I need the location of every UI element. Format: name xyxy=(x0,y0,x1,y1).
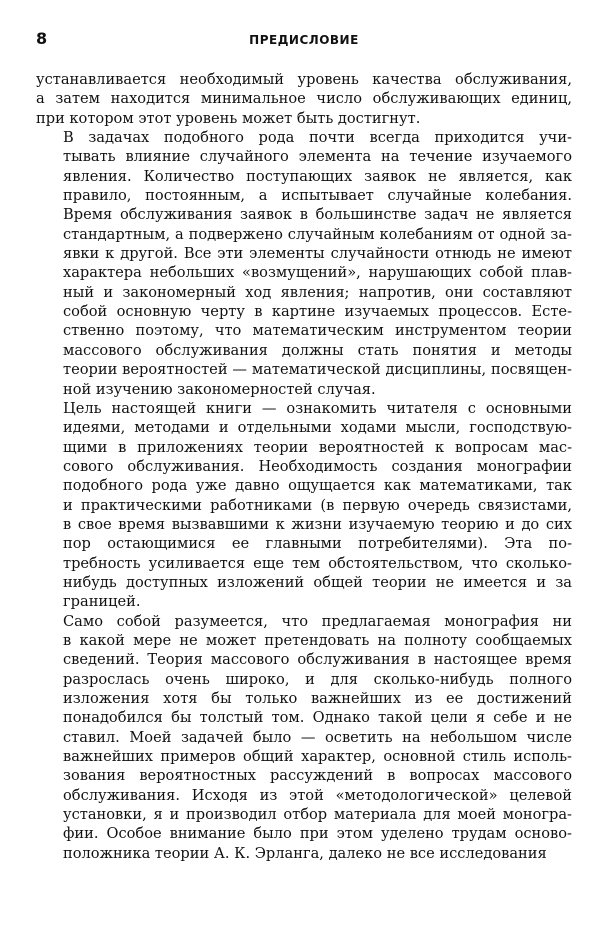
text-line: стандартным, а подвержено случайным колебаниям от одной за- xyxy=(63,225,572,243)
text-line: сведений. Теория массового обслуживания в настоящее время xyxy=(63,651,572,669)
text-line: понадобился бы толстый том. Однако такой цели я себе и не xyxy=(63,709,572,727)
text-line: идеями, методами и отдельными ходами мысли, господствую- xyxy=(63,419,572,437)
book-page xyxy=(36,28,572,863)
text-line: а затем находится минимальное число обслуживающих единиц, xyxy=(36,90,572,108)
text-line: подобного рода уже давно ощущается как математиками, так xyxy=(63,477,572,495)
text-line: ставил. Моей задачей было — осветить на небольшом числе xyxy=(63,728,572,746)
text-line: пор остающимися ее главными потребителями). Эта по- xyxy=(63,535,572,553)
text-line: характера небольших «возмущений», нарушающих собой плав- xyxy=(63,264,572,282)
text-line: в какой мере не может претендовать на полноту сообщаемых xyxy=(63,631,572,649)
text-line: правило, постоянным, а испытывает случайные колебания. xyxy=(63,187,572,205)
paragraph xyxy=(36,399,572,612)
text-line: установки, я и производил отбор материала для моей моногра- xyxy=(63,806,572,824)
paragraph xyxy=(36,612,572,863)
text-line: сового обслуживания. Необходимость создания монографии xyxy=(63,457,572,475)
page-number: 8 xyxy=(36,29,48,48)
page-header xyxy=(36,28,572,58)
paragraph xyxy=(36,70,572,128)
text-line: при котором этот уровень может быть достигнут. xyxy=(36,109,421,127)
text-line: положника теории А. К. Эрланга, далеко не все исследования xyxy=(63,844,547,862)
text-line: зования вероятностных рассуждений в вопросах массового xyxy=(63,767,572,785)
text-line: и практическими работниками (в первую очередь связистами, xyxy=(63,496,572,514)
text-line: ный и закономерный ход явления; напротив, они составляют xyxy=(63,283,572,301)
text-line: важнейших примеров общий характер, основной стиль исполь- xyxy=(63,748,572,766)
text-line: фии. Особое внимание было при этом уделено трудам осново- xyxy=(63,825,572,843)
text-line: в свое время вызвавшими к жизни изучаемую теорию и до сих xyxy=(63,515,572,533)
text-line: ной изучению закономерностей случая. xyxy=(63,380,376,398)
text-line: разрослась очень широко, и для сколько-нибудь полного xyxy=(63,670,572,688)
text-line: В задачах подобного рода почти всегда приходится учи- xyxy=(63,129,572,147)
text-line: массового обслуживания должны стать понятия и методы xyxy=(63,341,572,359)
running-head: ПРЕДИСЛОВИЕ xyxy=(249,33,359,47)
text-line: явления. Количество поступающих заявок не является, как xyxy=(63,167,572,185)
text-line: требность усиливается еще тем обстоятельством, что сколько- xyxy=(63,554,572,572)
text-line: щими в приложениях теории вероятностей к вопросам мас- xyxy=(63,438,572,456)
body-text xyxy=(36,70,572,863)
paragraph xyxy=(36,128,572,399)
text-line: нибудь доступных изложений общей теории не имеется и за xyxy=(63,573,572,591)
text-line: Время обслуживания заявок в большинстве задач не является xyxy=(63,206,572,224)
text-line: ственно поэтому, что математическим инструментом теории xyxy=(63,322,572,340)
text-line: устанавливается необходимый уровень качества обслуживания, xyxy=(36,71,572,88)
text-line: изложения хотя бы только важнейших из ее достижений xyxy=(63,690,572,707)
text-line: Цель настоящей книги — ознакомить читателя с основными xyxy=(63,399,572,417)
text-line: границей. xyxy=(63,593,141,611)
text-line: собой основную черту в картине изучаемых процессов. Есте- xyxy=(63,303,572,321)
text-line: обслуживания. Исходя из этой «методологической» целевой xyxy=(63,786,572,804)
text-line: Само собой разумеется, что предлагаемая монография ни xyxy=(63,612,572,630)
text-line: явки к другой. Все эти элементы случайности отнюдь не имеют xyxy=(63,245,572,263)
text-line: теории вероятностей — математической дисциплины, посвящен- xyxy=(63,361,572,379)
text-line: тывать влияние случайного элемента на течение изучаемого xyxy=(63,148,572,166)
